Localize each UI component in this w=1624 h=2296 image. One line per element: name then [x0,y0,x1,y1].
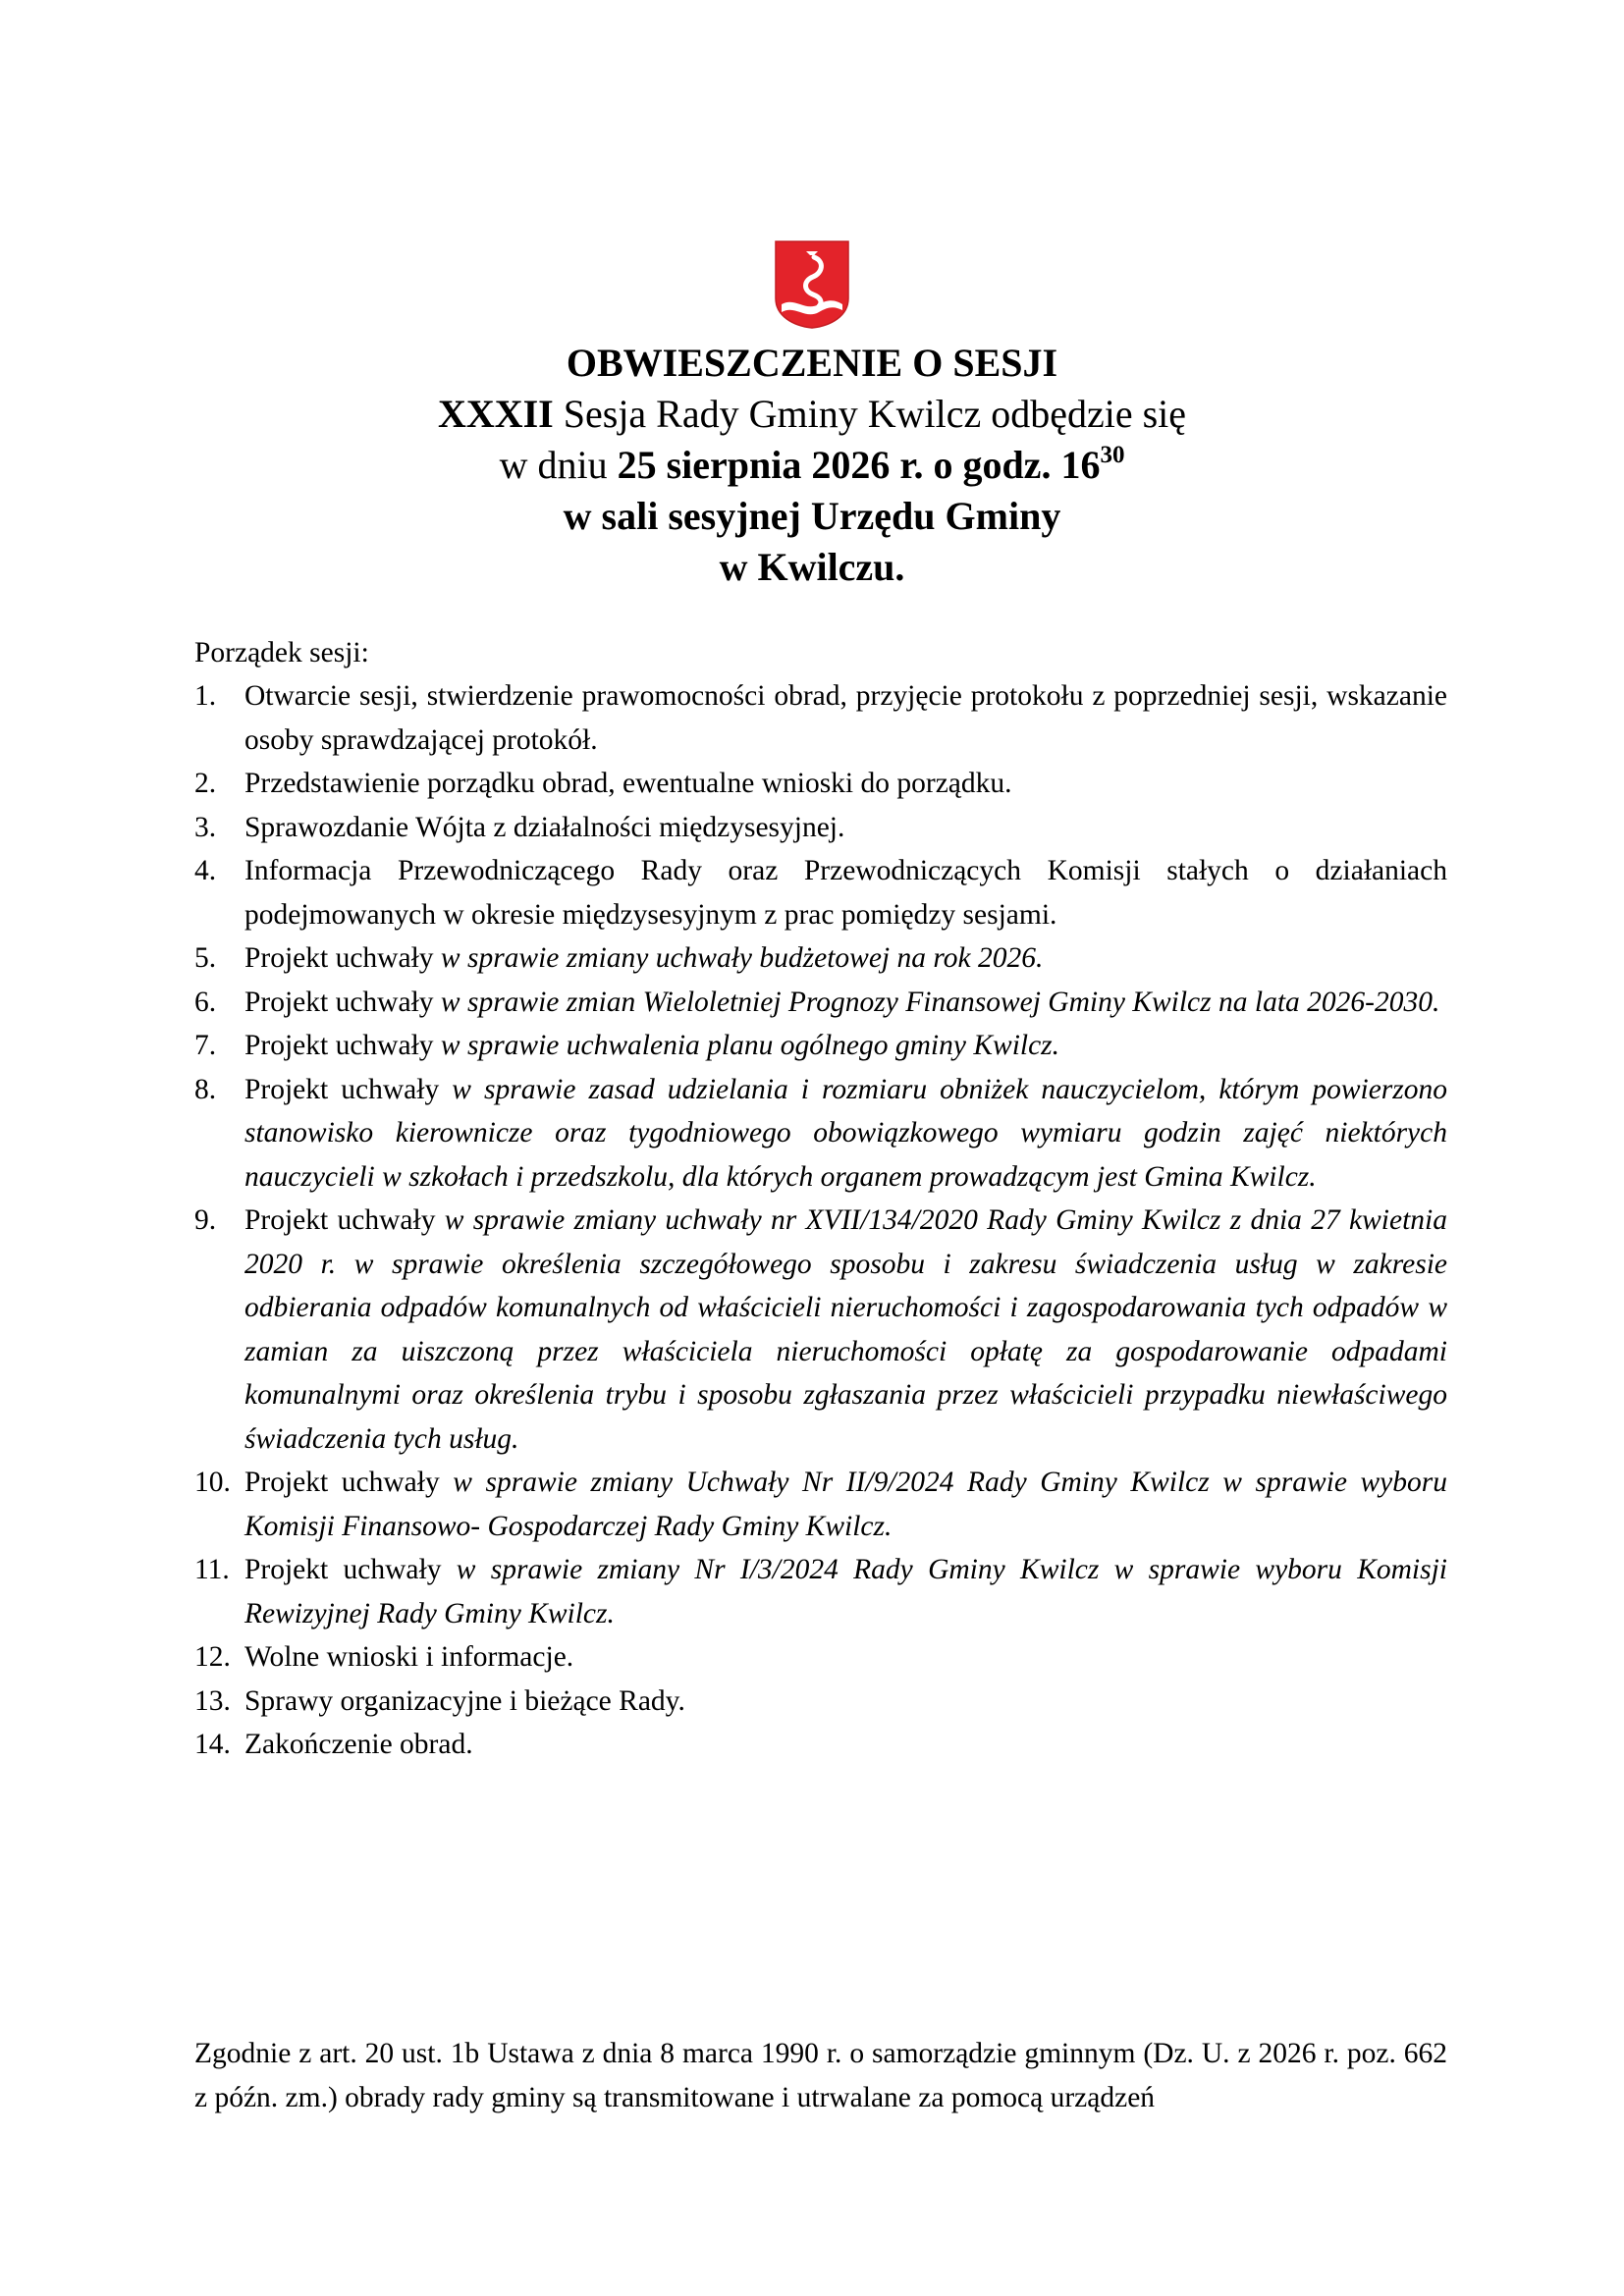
agenda-intro: Porządek sesji: [194,637,369,668]
agenda-item-number: 14. [194,1729,231,1760]
agenda-item-text: Przedstawienie porządku obrad, ewentualne wnioski do porządku. [244,768,1012,799]
agenda-item [194,1548,1447,1635]
agenda-item-number: 13. [194,1684,231,1717]
agenda-item-number: 12. [194,1641,231,1673]
session-date-line [0,440,1624,491]
agenda-item-topic: w sprawie uchwalenia planu ogólnego gminy Kwilcz. [440,1030,1060,1061]
agenda-item [194,1068,1447,1200]
session-line [0,389,1624,440]
agenda-item [194,936,1447,981]
agenda-item-number: 2. [194,768,217,799]
agenda-item-topic: w sprawie zmiany Uchwały Nr II/9/2024 Rady Gminy Kwilcz w sprawie wyboru Komisji Finansowo- Gospodarczej Rady Gminy Kwilcz. [244,1467,1448,1542]
agenda-item [194,762,1447,806]
agenda-item-topic: w sprawie zmiany Nr I/3/2024 Rady Gminy Kwilcz w sprawie wyboru Komisji Rewizyjnej Rady Gminy Kwilcz. [244,1554,1447,1629]
agenda-item-topic: w sprawie zmian Wieloletniej Prognozy Finansowej Gminy Kwilcz na lata 2026-2030. [440,986,1440,1018]
agenda-item [194,1461,1447,1548]
agenda-item-text: Projekt uchwały [244,986,441,1018]
agenda-item-text: Sprawy organizacyjne i bieżące Rady. [244,1684,685,1717]
agenda-item-text: Projekt uchwały [244,1030,441,1061]
agenda-item [194,1024,1447,1068]
agenda-item [194,1199,1447,1461]
legal-note: Zgodnie z art. 20 ust. 1b Ustawa z dnia 8 marca 1990 r. o samorządzie gminnym (Dz. U. z 2026 r. poz. 662 z późn. zm.) obrady rady gminy są transmitowane i utrwalane za pomocą urządzeń [194,2038,1447,2113]
agenda-item-topic: w sprawie zmiany uchwały nr XVII/134/2020 Rady Gminy Kwilcz z dnia 27 kwietnia 2020 r. w sprawie określenia szczegółowego sposobu i zakresu świadczenia usług w zakresie odbierania odpadów komunalnych od właścicieli nieruchomości i zagospodarowania tych odpadów w zamian za uiszczoną przez właściciela nieruchomości opłatę za gospodarowanie odpadami komunalnymi oraz określenia trybu i sposobu zgłaszania przez właścicieli przypadku niewłaściwego świadczenia tych usług. [244,1204,1447,1455]
agenda-item-number: 7. [194,1030,217,1061]
announcement-title: OBWIESZCZENIE O SESJI [566,341,1058,385]
agenda-item-number: 8. [194,1073,217,1105]
agenda-item-text: Otwarcie sesji, stwierdzenie prawomocności obrad, przyjęcie protokołu z poprzedniej sesji, wskazanie osoby sprawdzającej protokół. [244,680,1447,756]
agenda-item-text: Informacja Przewodniczącego Rady oraz Przewodniczących Komisji stałych o działaniach podejmowanych w okresie międzysesyjnym z prac pomiędzy sesjami. [244,855,1447,931]
agenda-item-number: 3. [194,811,217,843]
agenda-item-topic: w sprawie zasad udzielania i rozmiaru obniżek nauczycielom, którym powierzono stanowisko kierownicze oraz tygodniowego obowiązkowego wymiaru godzin zajęć niektórych nauczycieli w szkołach i przedszkolu, dla których organem prowadzącym jest Gmina Kwilcz. [244,1073,1447,1193]
agenda-item-number: 6. [194,986,217,1018]
agenda-item-text: Projekt uchwały [244,1204,445,1236]
session-date: 25 sierpnia 2026 r. o godz. 16 [617,443,1101,487]
agenda-item-number: 10. [194,1467,231,1498]
agenda-item-text: Sprawozdanie Wójta z działalności międzysesyjnej. [244,811,845,843]
agenda-item [194,1680,1447,1724]
agenda-item-text: Wolne wnioski i informacje. [244,1641,574,1673]
date-prefix: w dniu [499,443,618,487]
agenda-item-text: Projekt uchwały [244,1554,457,1585]
agenda-item-topic: w sprawie zmiany uchwały budżetowej na rok 2026. [440,942,1044,974]
agenda-item-text: Projekt uchwały [244,1467,454,1498]
agenda-item-number: 9. [194,1204,217,1236]
session-number: XXXII [437,392,554,436]
session-town: w Kwilczu. [719,545,905,589]
agenda-section [194,631,1447,1767]
agenda-item [194,806,1447,850]
agenda-item-number: 11. [194,1554,230,1585]
announcement-header [0,338,1624,593]
agenda-item [194,1723,1447,1767]
session-time-minutes: 30 [1100,442,1125,468]
agenda-item [194,674,1447,762]
agenda-item-text: Projekt uchwały [244,942,441,974]
agenda-item [194,1635,1447,1680]
agenda-item-number: 5. [194,942,217,974]
agenda-item [194,849,1447,936]
agenda-item-text: Projekt uchwały [244,1073,453,1105]
agenda-item-text: Zakończenie obrad. [244,1729,473,1760]
session-description: Sesja Rady Gminy Kwilcz odbędzie się [553,392,1187,436]
agenda-item-number: 4. [194,855,217,886]
session-venue: w sali sesyjnej Urzędu Gminy [563,494,1061,538]
agenda-item-number: 1. [194,680,217,712]
coat-of-arms-icon [774,240,850,330]
agenda-item [194,981,1447,1025]
agenda-list [194,674,1447,1767]
